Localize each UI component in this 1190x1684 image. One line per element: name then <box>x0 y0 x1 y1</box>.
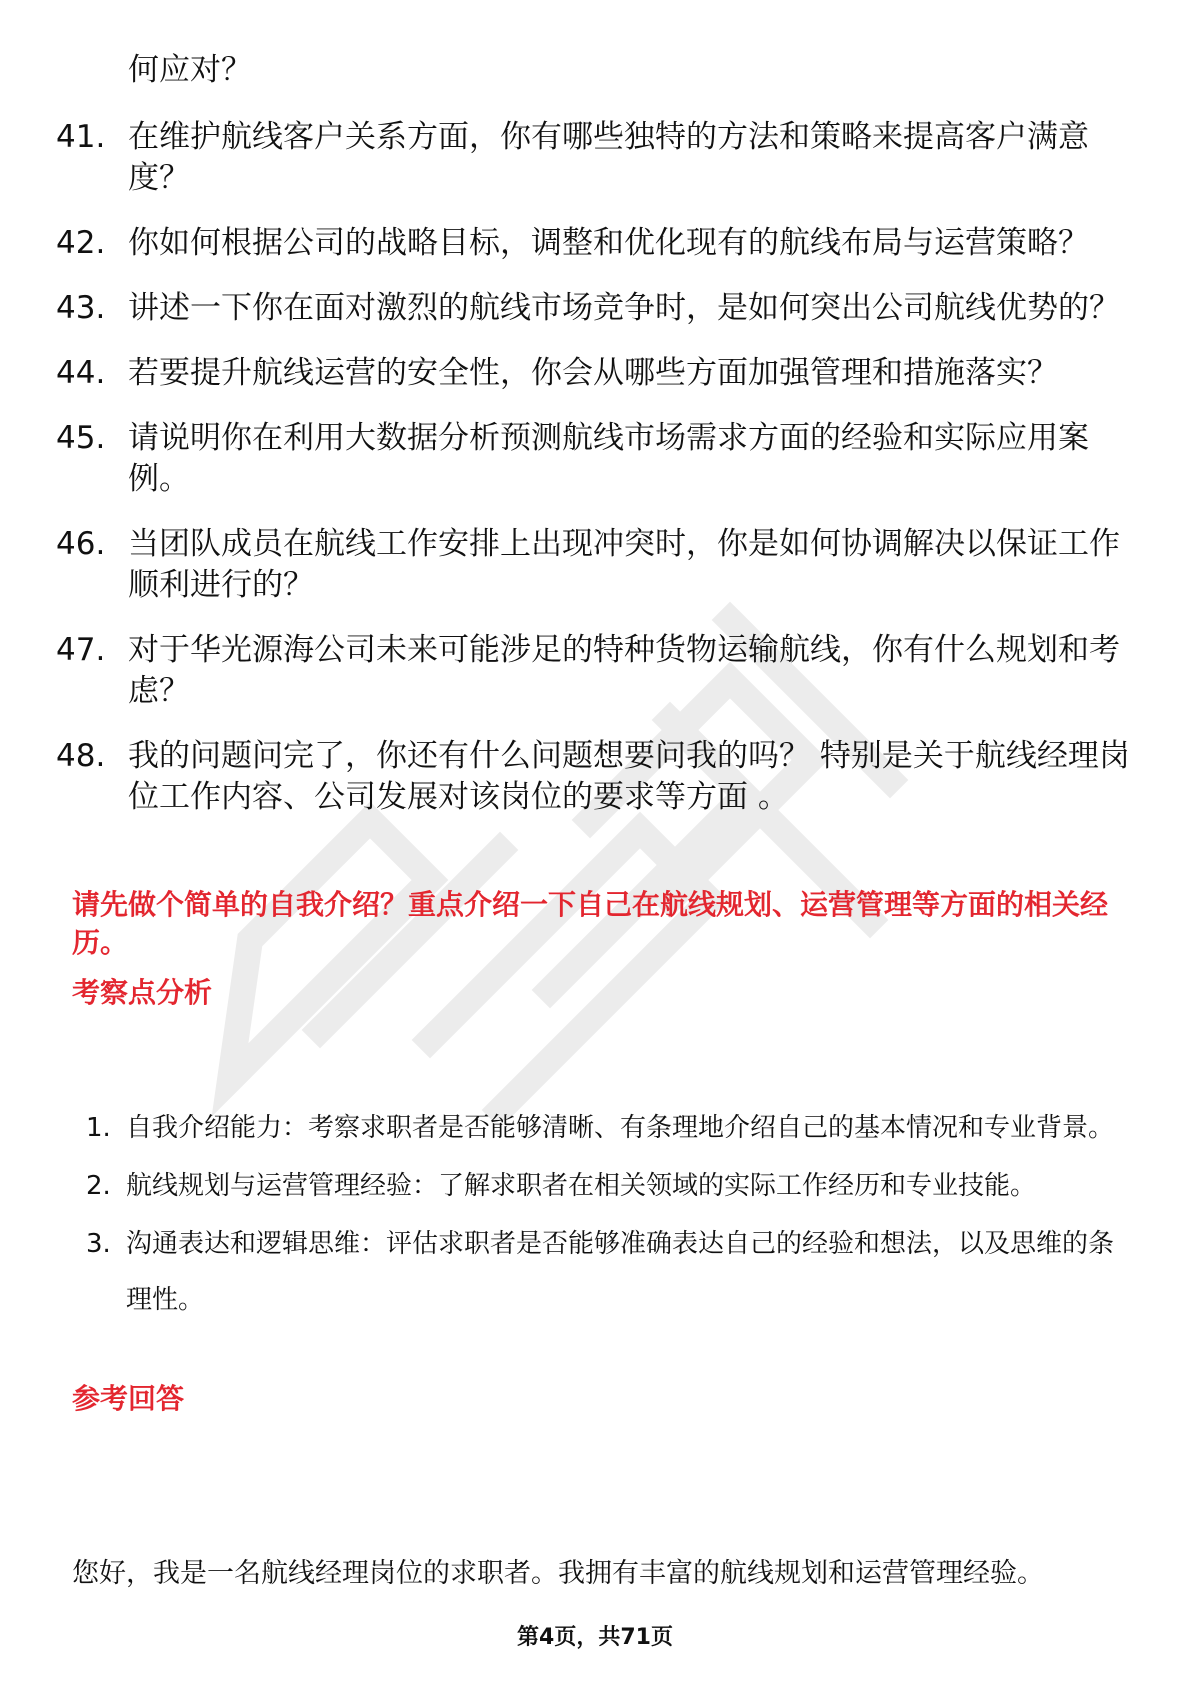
question-number: 42. <box>56 225 106 261</box>
question-text: 你如何根据公司的战略目标，调整和优化现有的航线布局与运营策略？ <box>128 225 1089 261</box>
analysis-item <box>72 1216 1132 1328</box>
analysis-number: 2. <box>86 1171 111 1201</box>
question-item <box>56 524 1136 606</box>
analysis-text: 航线规划与运营管理经验：了解求职者在相关领域的实际工作经历和专业技能。 <box>126 1171 1037 1201</box>
reference-title: 参考回答 <box>72 1382 185 1415</box>
question-item <box>56 353 1136 394</box>
question-number: 44. <box>56 355 106 391</box>
question-item <box>56 117 1136 199</box>
question-text: 讲述一下你在面对激烈的航线市场竞争时，是如何突出公司航线优势的？ <box>128 290 1120 326</box>
question-text: 对于华光源海公司未来可能涉足的特种货物运输航线，你有什么规划和考虑？ <box>128 632 1120 709</box>
analysis-list <box>72 1100 1132 1330</box>
page-number: 第4页，共71页 <box>517 1625 673 1650</box>
question-list <box>56 50 1136 842</box>
question-item <box>56 418 1136 500</box>
question-number: 43. <box>56 290 106 326</box>
question-item <box>56 223 1136 264</box>
analysis-text: 沟通表达和逻辑思维：评估求职者是否能够准确表达自己的经验和想法，以及思维的条理性。 <box>126 1229 1115 1315</box>
question-text: 请说明你在利用大数据分析预测航线市场需求方面的经验和实际应用案例。 <box>128 420 1089 497</box>
question-item <box>56 736 1136 818</box>
question-number: 41. <box>56 119 106 155</box>
question-number: 47. <box>56 632 106 668</box>
question-item <box>56 630 1136 712</box>
question-number: 48. <box>56 738 106 774</box>
analysis-item <box>72 1100 1132 1156</box>
analysis-number: 3. <box>86 1229 111 1259</box>
analysis-text: 自我介绍能力：考察求职者是否能够清晰、有条理地介绍自己的基本情况和专业背景。 <box>126 1113 1115 1143</box>
analysis-item <box>72 1158 1132 1214</box>
question-item <box>56 288 1136 329</box>
analysis-title: 考察点分析 <box>72 976 213 1009</box>
reference-answer: 您好，我是一名航线经理岗位的求职者。我拥有丰富的航线规划和运营管理经验。 <box>72 1558 1044 1589</box>
question-number: 46. <box>56 526 106 562</box>
question-text: 若要提升航线运营的安全性，你会从哪些方面加强管理和措施落实？ <box>128 355 1058 391</box>
question-text: 在维护航线客户关系方面，你有哪些独特的方法和策略来提高客户满意度？ <box>128 119 1089 196</box>
section-question: 请先做个简单的自我介绍？重点介绍一下自己在航线规划、运营管理等方面的相关经历。 <box>72 888 1109 959</box>
question-continuation-text: 何应对？ <box>128 52 252 88</box>
question-text: 我的问题问完了，你还有什么问题想要问我的吗？ 特别是关于航线经理岗位工作内容、公司发展对该岗位的要求等方面 。 <box>128 738 1130 815</box>
analysis-number: 1. <box>86 1113 111 1143</box>
question-continuation <box>56 50 1136 91</box>
question-number: 45. <box>56 420 106 456</box>
question-text: 当团队成员在航线工作安排上出现冲突时，你是如何协调解决以保证工作顺利进行的？ <box>128 526 1120 603</box>
